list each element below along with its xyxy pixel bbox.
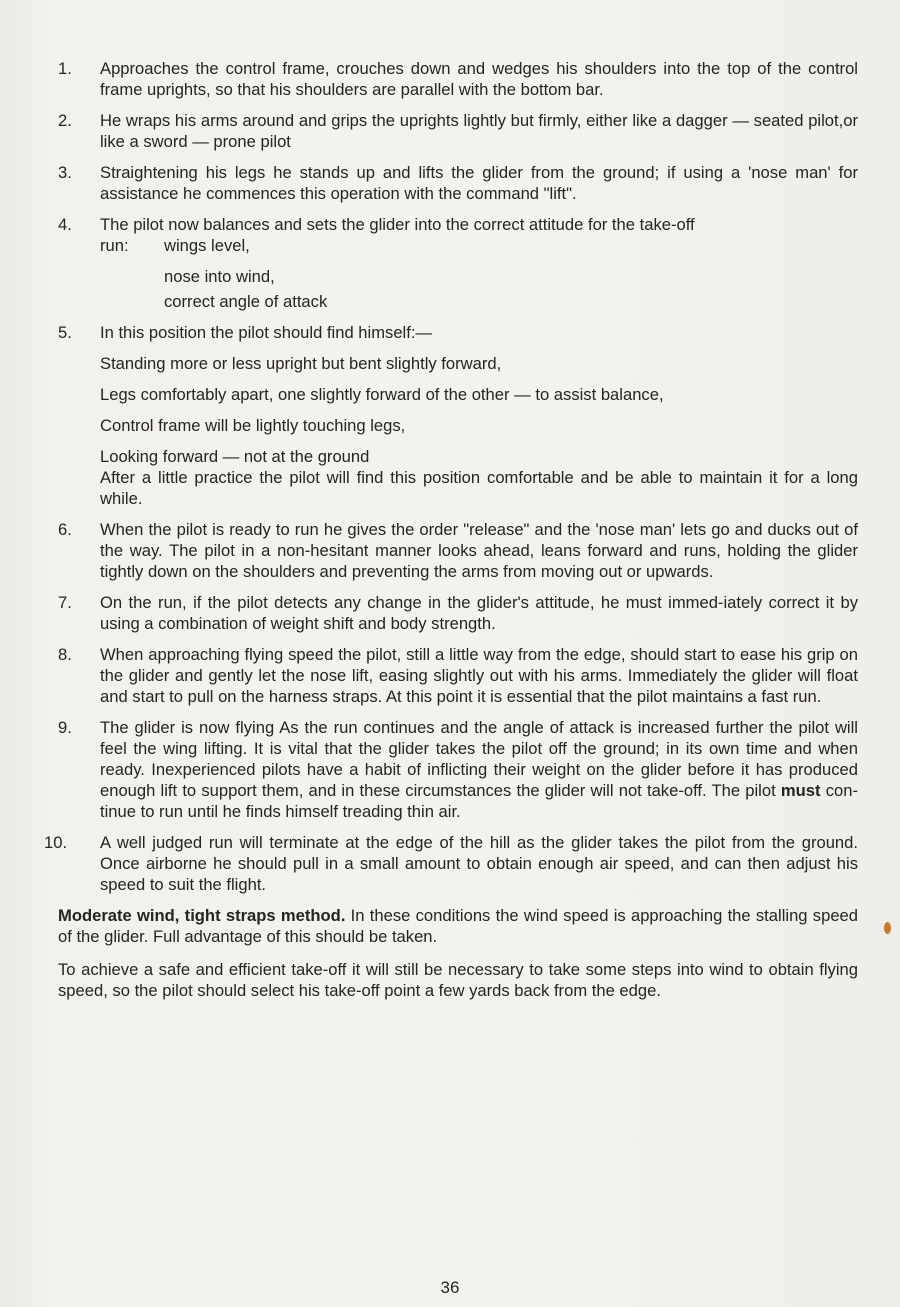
ink-mark <box>884 922 891 934</box>
item-text-part: The glider is now flying As the run continues and the angle of attack is increased further the pilot will feel the wing lifting. It is vital that the glider takes the pilot off the ground; in its own time and when ready. Inexperienced pilots have a habit of inflicting their weight on the glider before it has produced enough lift to support them, and in these circumstances the glider will not take-off. The pilot <box>100 718 858 800</box>
attitude-list <box>100 235 858 312</box>
page-content <box>44 58 859 1013</box>
position-line: Legs comfortably apart, one slightly forward of the other — to assist balance, <box>100 385 664 404</box>
item-text: He wraps his arms around and grips the uprights lightly but firmly, either like a dagger — seated pilot,or like a sword — prone pilot <box>100 111 858 151</box>
list-item-5 <box>58 322 858 509</box>
item-number: 6. <box>58 520 72 539</box>
attitude-item: wings level, <box>164 236 250 255</box>
item-text <box>100 717 858 822</box>
item-text: On the run, if the pilot detects any change in the glider's attitude, he must immed-iately correct it by using a combination of weight shift and body strength. <box>100 593 858 633</box>
item-number: 7. <box>58 593 72 612</box>
list-item-6 <box>58 519 858 582</box>
item-text: The pilot now balances and sets the glider into the correct attitude for the take-off <box>100 215 695 234</box>
item-number: 8. <box>58 645 72 664</box>
list-item-1 <box>58 58 858 100</box>
item-text: Approaches the control frame, crouches down and wedges his shoulders into the top of the control frame uprights, so that his shoulders are parallel with the bottom bar. <box>100 59 858 99</box>
item-text: When approaching flying speed the pilot, still a little way from the edge, should start to ease his grip on the glider and gently let the nose lift, easing slightly out with his arms. Immediately the glider will float and start to pull on the harness straps. At this point it is essential that the pilot maintains a fast run. <box>100 645 858 706</box>
item-number: 2. <box>58 111 72 130</box>
list-item-4 <box>58 214 858 312</box>
item-text: A well judged run will terminate at the edge of the hill as the glider takes the pilot from the ground. Once airborne he should pull in a small amount to obtain enough air speed, and can then adjust his speed to suit the flight. <box>100 833 858 894</box>
paragraph-text: In these conditions the wind speed is approaching the stalling speed of the glider. Full advantage of this should be taken. <box>58 906 858 946</box>
item-followup-text: After a little practice the pilot will find this position comfortable and be able to maintain it for a long while. <box>100 468 858 508</box>
list-item-8 <box>58 644 858 707</box>
run-label: run: <box>100 236 129 255</box>
item-number: 9. <box>58 718 72 737</box>
item-number: 5. <box>58 323 72 342</box>
item-number: 10. <box>44 833 68 852</box>
item-text: When the pilot is ready to run he gives the order "release" and the 'nose man' lets go and ducks out of the way. The pilot in a non-hesitant manner looks ahead, leans forward and runs, holding the glider tightly down on the shoulders and preventing the arms from moving out or upwards. <box>100 520 858 581</box>
list-item-3 <box>58 162 858 204</box>
moderate-wind-paragraph <box>58 905 858 947</box>
list-item-2 <box>58 110 858 152</box>
list-item-7 <box>58 592 858 634</box>
emphasis-word: must <box>780 781 821 800</box>
item-number: 1. <box>58 59 72 78</box>
attitude-item: nose into wind, <box>164 267 275 286</box>
attitude-item: correct angle of attack <box>164 292 328 311</box>
item-number: 4. <box>58 215 72 234</box>
page-number: 36 <box>440 1278 460 1297</box>
list-item-10 <box>44 832 858 895</box>
item-text-part: con-tinue to run until he finds himself treading thin air. <box>100 781 859 821</box>
item-number: 3. <box>58 163 72 182</box>
list-item-9 <box>58 717 858 822</box>
position-line: Looking forward — not at the ground <box>100 447 370 466</box>
position-line: Control frame will be lightly touching legs, <box>100 416 406 435</box>
item-text: In this position the pilot should find himself:— <box>100 323 433 342</box>
closing-paragraph: To achieve a safe and efficient take-off it will still be necessary to take some steps into wind to obtain flying speed, so the pilot should select his take-off point a few yards back from the edge. <box>58 960 858 1000</box>
item-text: Straightening his legs he stands up and lifts the glider from the ground; if using a 'nose man' for assistance he commences this operation with the command "lift". <box>100 163 858 203</box>
attitude-row <box>100 235 858 256</box>
position-line: Standing more or less upright but bent slightly forward, <box>100 354 502 373</box>
section-heading: Moderate wind, tight straps method. <box>58 906 346 925</box>
